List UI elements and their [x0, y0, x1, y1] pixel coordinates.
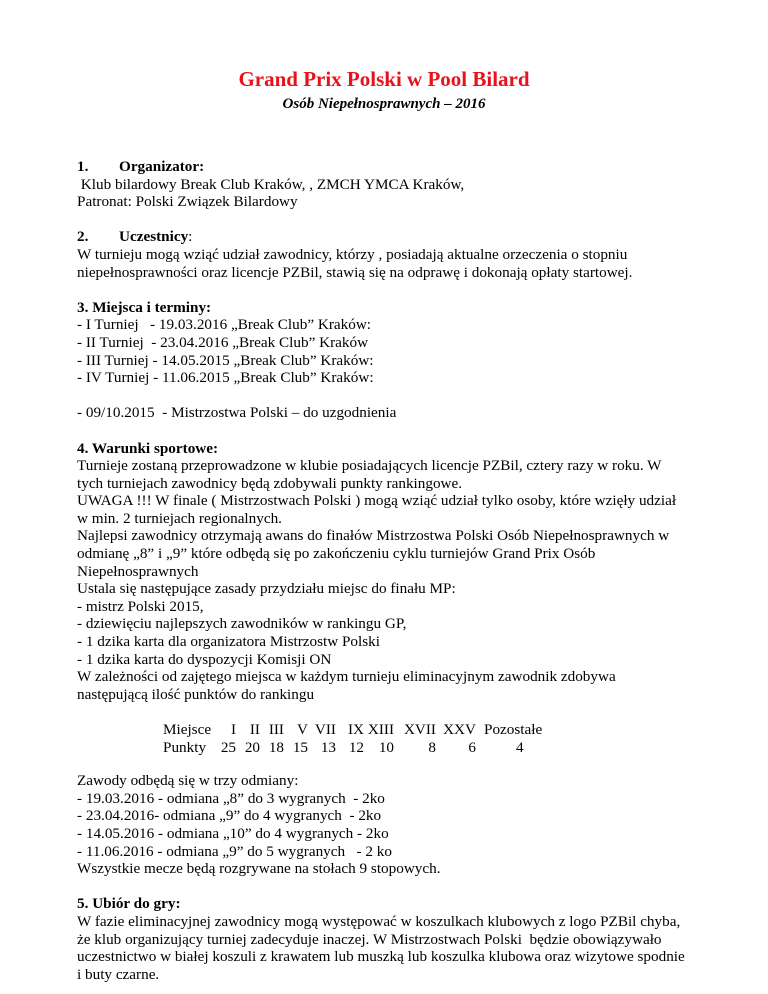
- text-line: W turnieju mogą wziąć udział zawodnicy, którzy , posiadają aktualne orzeczenia o stopniu: [77, 245, 628, 263]
- points-table: [163, 721, 717, 756]
- section-5-heading: 5. Ubiór do gry:: [77, 895, 181, 913]
- text-line: - 11.06.2016 - odmiana „9” do 5 wygranych - 2 ko: [77, 842, 392, 860]
- table-cell: 13: [320, 738, 336, 756]
- table-cell: Miejsce: [163, 721, 212, 738]
- text-line: UWAGA !!! W finale ( Mistrzostwach Polski ) mogą wziąć udział tylko osoby, które wzięły udział: [77, 492, 677, 510]
- section-number: 2.: [77, 228, 89, 246]
- section-3-heading: 3. Miejsca i terminy:: [77, 298, 212, 316]
- text-line: Turnieje zostaną przeprowadzone w klubie posiadających licencje PZBil, cztery razy w roku. W: [77, 457, 662, 475]
- text-line: W zależności od zajętego miejsca w każdym turnieju eliminacyjnym zawodnik zdobywa: [77, 668, 616, 686]
- text-line: Niepełnosprawnych: [77, 562, 199, 580]
- text-line: - mistrz Polski 2015,: [77, 597, 204, 615]
- text-line: Wszystkie mecze będą rozgrywane na stołach 9 stopowych.: [77, 860, 441, 878]
- table-cell: XXV: [443, 721, 476, 738]
- table-cell: II: [249, 721, 260, 738]
- text-line: - III Turniej - 14.05.2015 „Break Club” Kraków:: [77, 351, 374, 369]
- table-cell: XIII: [367, 721, 394, 738]
- text-line: - 1 dzika karta do dyspozycji Komisji ON: [77, 650, 332, 668]
- section-1-heading: [77, 158, 717, 176]
- text-line: następującą ilość punktów do rankingu: [77, 685, 315, 703]
- table-cell: 15: [292, 738, 308, 756]
- section-title: Uczestnicy: [119, 228, 189, 246]
- section-title: Organizator:: [119, 158, 205, 175]
- text-line: niepełnosprawności oraz licencje PZBil, stawią się na odprawę i dokonają opłaty startowej.: [77, 263, 633, 281]
- text-line: odmianę „8” i „9” które odbędą się po zakończeniu cyklu turniejów Grand Prix Osób: [77, 545, 596, 563]
- table-cell: VII: [314, 721, 336, 738]
- text-line: - II Turniej - 23.04.2016 „Break Club” Kraków: [77, 333, 369, 351]
- text-line: - I Turniej - 19.03.2016 „Break Club” Kraków:: [77, 316, 372, 334]
- text-line: Zawody odbędą się w trzy odmiany:: [77, 772, 299, 790]
- table-cell: 10: [378, 738, 394, 756]
- section-number: 1.: [77, 158, 89, 175]
- text-line: uczestnictwo w białej koszuli z krawatem lub muszką lub koszulka klubowa oraz wizytowe spodnie: [77, 948, 685, 966]
- table-cell: 20: [244, 738, 260, 756]
- text-line: w min. 2 turniejach regionalnych.: [77, 509, 282, 527]
- table-cell: 4: [516, 738, 524, 756]
- points-table-row-places: [163, 721, 717, 739]
- section-2-heading: [77, 228, 717, 246]
- table-cell: I: [230, 721, 236, 738]
- document-body: [77, 158, 717, 983]
- text-line: Klub bilardowy Break Club Kraków, , ZMCH YMCA Kraków,: [77, 175, 465, 193]
- table-cell: 18: [268, 738, 284, 756]
- text-line: Ustala się następujące zasady przydziału miejsc do finału MP:: [77, 580, 456, 598]
- text-line: - 14.05.2016 - odmiana „10” do 4 wygranych - 2ko: [77, 824, 389, 842]
- text-line: tych turniejach zawodnicy będą zdobywali punkty rankingowe.: [77, 474, 463, 492]
- table-cell: Pozostałe: [484, 721, 543, 738]
- text-line: że klub organizujący turniej zadecyduje inaczej. W Mistrzostwach Polski będzie obowiązywało: [77, 930, 662, 948]
- heading-colon: :: [188, 228, 193, 246]
- document-subtitle: Osób Niepełnosprawnych – 2016: [282, 96, 486, 112]
- text-line: - IV Turniej - 11.06.2015 „Break Club” Kraków:: [77, 369, 374, 387]
- document-title: Grand Prix Polski w Pool Bilard: [238, 67, 530, 91]
- text-line: - 09/10.2015 - Mistrzostwa Polski – do uzgodnienia: [77, 404, 397, 422]
- table-cell: Punkty: [163, 738, 207, 756]
- text-line: - 23.04.2016- odmiana „9” do 4 wygranych - 2ko: [77, 807, 382, 825]
- table-cell: 12: [348, 738, 364, 756]
- text-line: Najlepsi zawodnicy otrzymają awans do finałów Mistrzostwa Polski Osób Niepełnosprawnych w: [77, 527, 670, 545]
- text-line: - 1 dzika karta dla organizatora Mistrzostw Polski: [77, 633, 380, 651]
- table-cell: XVII: [403, 721, 436, 738]
- section-4-heading: 4. Warunki sportowe:: [77, 439, 219, 457]
- points-table-row-points: [163, 739, 717, 757]
- table-cell: III: [268, 721, 284, 738]
- text-line: - 19.03.2016 - odmiana „8” do 3 wygranych - 2ko: [77, 789, 385, 807]
- text-line: i buty czarne.: [77, 965, 160, 983]
- table-cell: 6: [468, 738, 476, 756]
- table-cell: V: [297, 721, 308, 738]
- table-cell: 25: [220, 738, 236, 756]
- text-line: - dziewięciu najlepszych zawodników w rankingu GP,: [77, 615, 407, 633]
- text-line: W fazie eliminacyjnej zawodnicy mogą występować w koszulkach klubowych z logo PZBil chyba,: [77, 912, 681, 930]
- table-cell: 8: [428, 738, 436, 756]
- table-cell: IX: [347, 721, 364, 738]
- text-line: Patronat: Polski Związek Bilardowy: [77, 193, 298, 211]
